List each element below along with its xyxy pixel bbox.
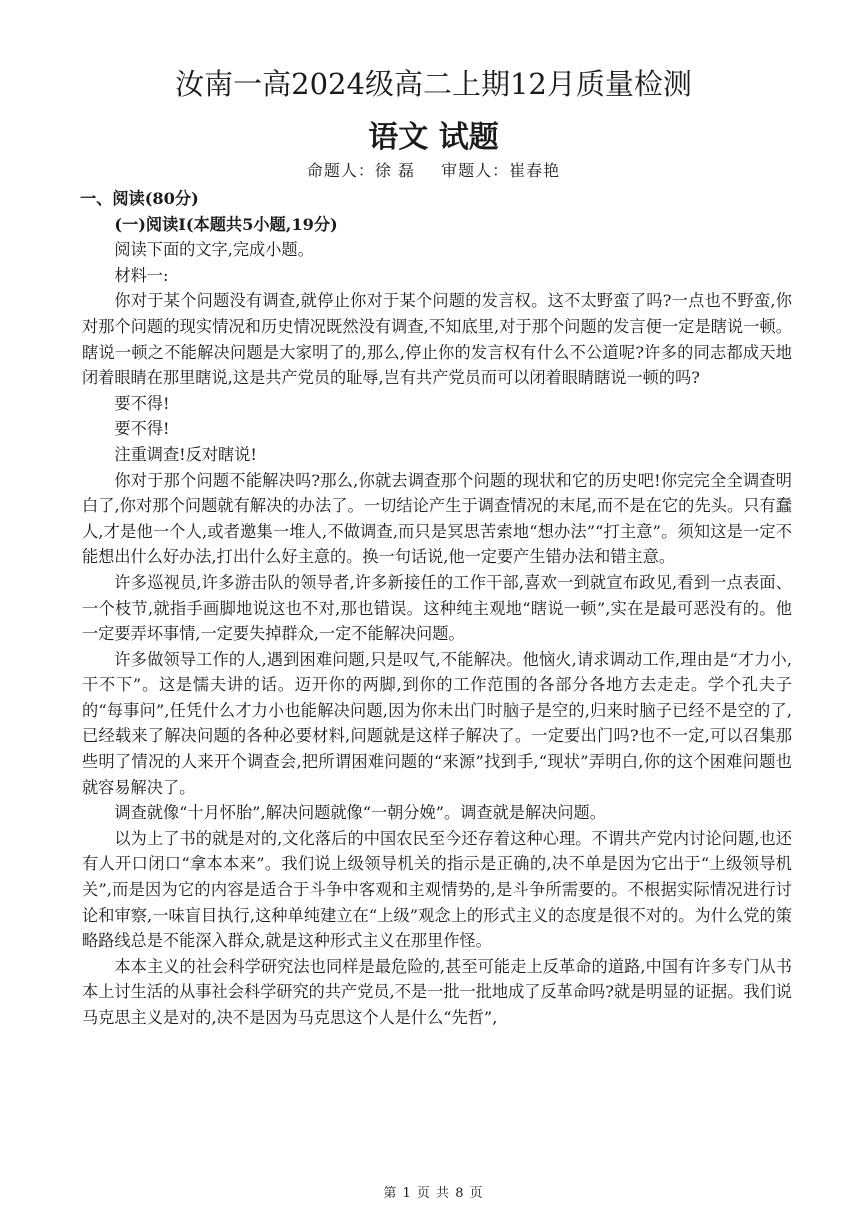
document-body [82,186,792,1031]
paragraph: 本本主义的社会科学研究法也同样是最危险的,甚至可能走上反革命的道路,中国有许多专门从书本上讨生活的从事社会科学研究的共产党员,不是一批一批地成了反革命吗?就是明显的证据。我们说马克思主义是对的,决不是因为马克思这个人是什么“先哲”, [82,956,792,1027]
paragraph: 要不得! [114,393,170,413]
reviewer-label: 审题人：崔春艳 [441,161,561,180]
paragraph: 许多做领导工作的人,遇到困难问题,只是叹气,不能解决。他恼火,请求调动工作,理由是“才力小,干不下”。这是懦夫讲的话。迈开你的两脚,到你的工作范围的各部分各地方去走走。学个孔夫子的“每事问”,任凭什么才力小也能解决问题,因为你未出门时脑子是空的,归来时脑子已经不是空的了,已经载来了解决问题的各种必要材料,问题就是这样子解决了。一定要出门吗?也不一定,可以召集那些明了情况的人来开个调查会,把所谓困难问题的“来源”找到手,“现状”弄明白,你的这个困难问题也就容易解决了。 [82,649,792,797]
paragraph: 你对于某个问题没有调查,就停止你对于某个问题的发言权。这不太野蛮了吗?一点也不野蛮,你对那个问题的现实情况和历史情况既然没有调查,不知底里,对于那个问题的发言便一定是瞎说一顿。瞎说一顿之不能解决问题是大家明了的,那么,停止你的发言权有什么不公道呢?许多的同志都成天地闭着眼睛在那里瞎说,这是共产党员的耻辱,岂有共产党员而可以闭着眼睛瞎说一顿的吗? [82,291,792,388]
section-heading: 一、阅读(80分) [80,189,199,208]
subject-title: 语文 试题 [368,120,499,155]
paragraph: 以为上了书的就是对的,文化落后的中国农民至今还存着这种心理。不谓共产党内讨论问题,也还有人开口闭口“拿本本来”。我们说上级领导机关的指示是正确的,决不单是因为它出于“上级领导机关”,而是因为它的内容是适合于斗争中客观和主观情势的,是斗争所需要的。不根据实际情况进行讨论和审察,一味盲目执行,这种单纯建立在“上级”观念上的形式主义的态度是很不对的。为什么党的策略路线总是不能深入群众,就是这种形式主义在那里作怪。 [82,828,792,951]
paragraph: 注重调查!反对瞎说! [114,444,257,464]
paragraph: 你对于那个问题不能解决吗?那么,你就去调查那个问题的现状和它的历史吧!你完完全全调查明白了,你对那个问题就有解决的办法了。一切结论产生于调查情况的末尾,而不是在它的先头。只有蠢人,才是他一个人,或者邀集一堆人,不做调查,而只是冥思苦索地“想办法”“打主意”。须知这是一定不能想出什么好办法,打出什么好主意的。换一句话说,他一定要产生错办法和错主意。 [82,470,792,567]
author-label: 命题人：徐 磊 [306,161,415,180]
section-subheading: (一)阅读Ⅰ(本题共5小题,19分) [114,214,338,234]
instruction-text: 阅读下面的文字,完成小题。 [114,240,314,260]
authors-line [0,158,867,181]
material-label: 材料一: [114,265,169,285]
paragraph: 调查就像“十月怀胎”,解决问题就像“一朝分娩”。调查就是解决问题。 [114,803,606,823]
page-number: 第 1 页 共 8 页 [383,1186,484,1201]
paragraph: 许多巡视员,许多游击队的领导者,许多新接任的工作干部,喜欢一到就宣布政见,看到一点表面、一个枝节,就指手画脚地说这也不对,那也错误。这种纯主观地“瞎说一顿”,实在是最可恶没有的。他一定要弄坏事情,一定要失掉群众,一定不能解决问题。 [82,572,792,644]
exam-title: 汝南一高2024级高二上期12月质量检测 [175,67,692,101]
paragraph: 要不得! [114,419,170,439]
